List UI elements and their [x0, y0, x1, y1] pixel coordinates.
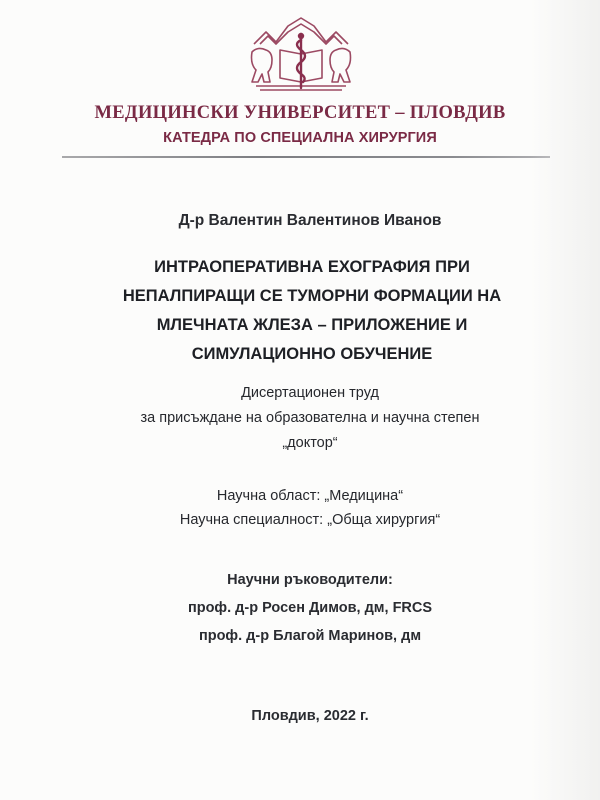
place-and-year: Пловдив, 2022 г.	[251, 708, 369, 724]
title-line: НЕПАЛПИРАЩИ СЕ ТУМОРНИ ФОРМАЦИИ НА	[122, 287, 502, 305]
thesis-line: за присъждане на образователна и научна степен	[140, 410, 480, 426]
supervisor-name: проф. д-р Росен Димов, дм, FRCS	[187, 600, 433, 616]
university-crest-icon	[246, 14, 356, 94]
title-line: СИМУЛАЦИОННО ОБУЧЕНИЕ	[191, 345, 433, 363]
title-line: МЛЕЧНАТА ЖЛЕЗА – ПРИЛОЖЕНИЕ И	[156, 316, 468, 334]
author-name: Д-р Валентин Валентинов Иванов	[178, 212, 442, 229]
department-name: КАТЕДРА ПО СПЕЦИАЛНА ХИРУРГИЯ	[163, 130, 437, 146]
title-line: ИНТРАОПЕРАТИВНА ЕХОГРАФИЯ ПРИ	[154, 258, 470, 276]
thesis-title	[0, 253, 600, 369]
header-divider	[62, 156, 550, 158]
thesis-line: „доктор“	[282, 435, 338, 451]
scientific-specialty: Научна специалност: „Обща хирургия“	[179, 512, 441, 528]
supervisors-heading: Научни ръководители:	[227, 572, 393, 588]
university-name: МЕДИЦИНСКИ УНИВЕРСИТЕТ – ПЛОВДИВ	[94, 103, 506, 123]
thesis-line: Дисертационен труд	[241, 385, 379, 401]
scientific-fields	[0, 484, 600, 532]
supervisors-block	[0, 566, 600, 650]
scientific-area: Научна област: „Медицина“	[216, 488, 404, 504]
thesis-description	[0, 381, 600, 456]
supervisor-name: проф. д-р Благой Маринов, дм	[198, 628, 422, 644]
